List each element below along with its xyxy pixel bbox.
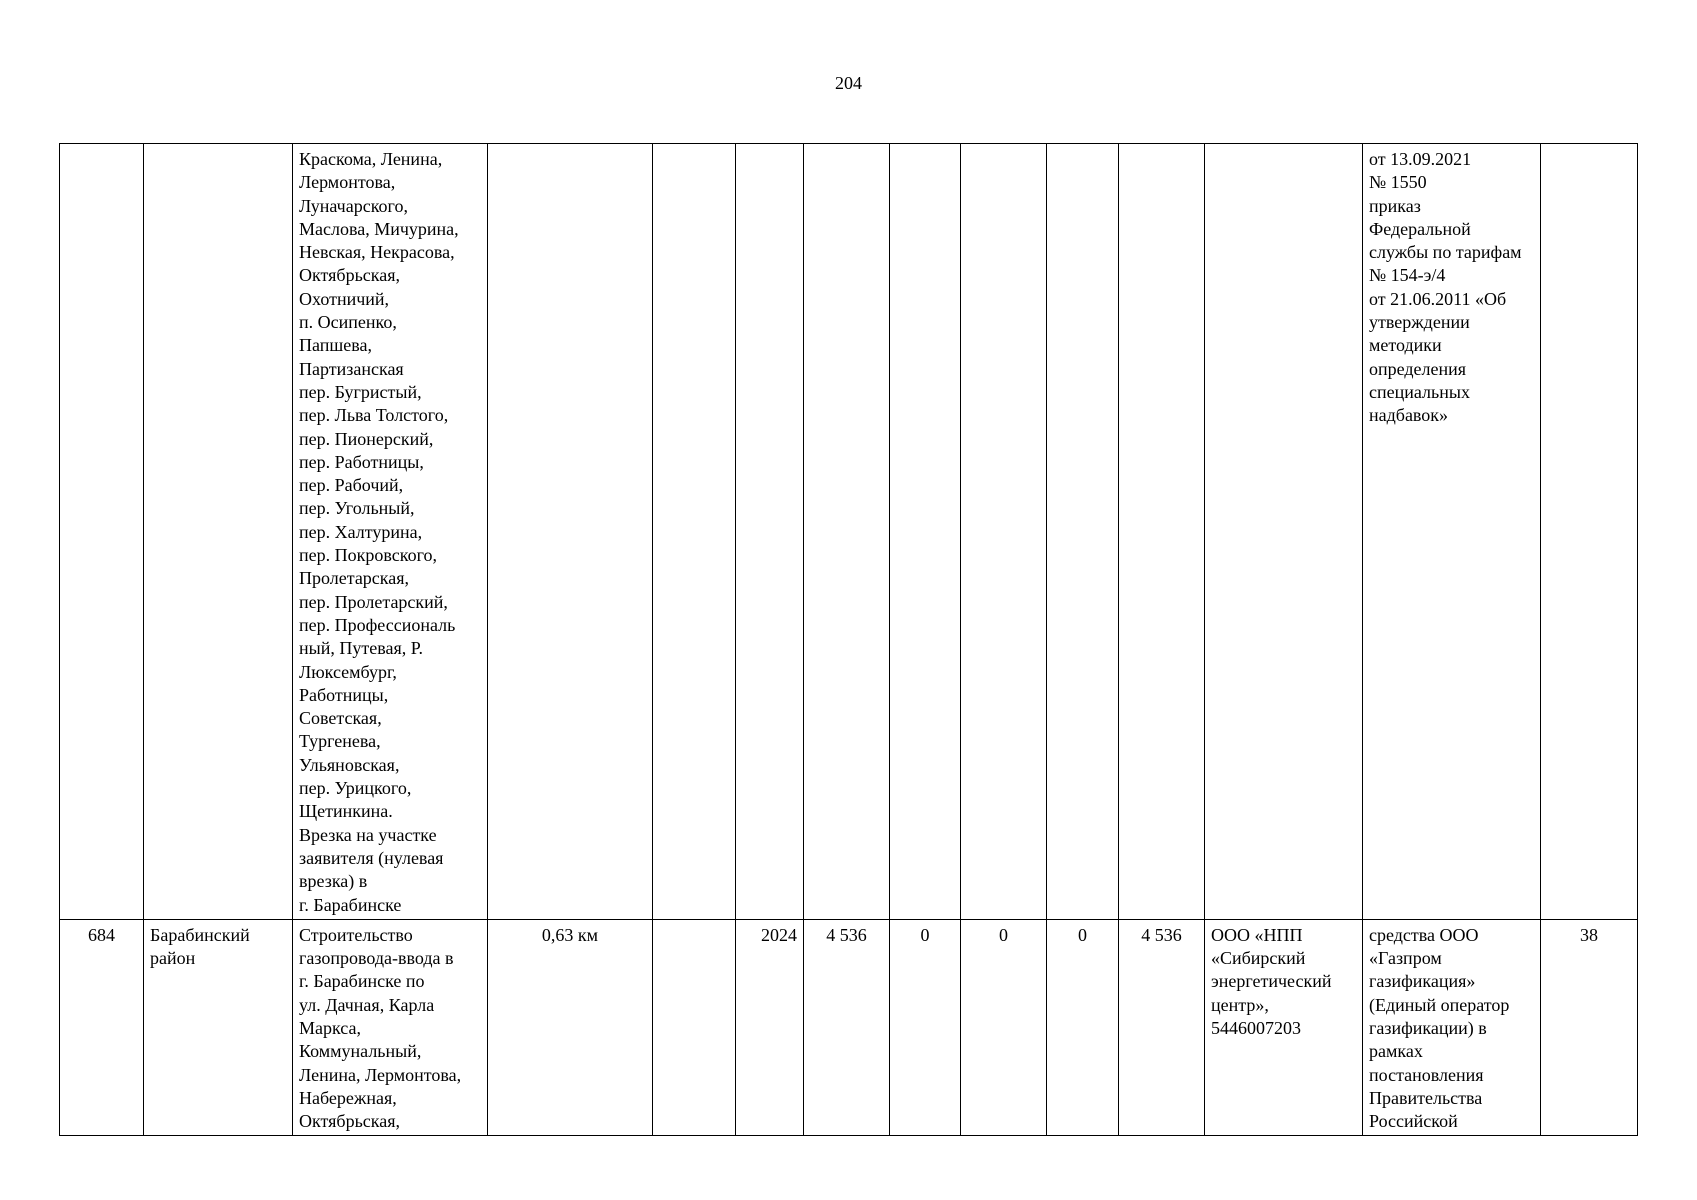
cell-value-3 [1047, 144, 1119, 920]
cell-executor [1205, 144, 1363, 920]
cell-value-2: 0 [961, 919, 1047, 1136]
cell-year [736, 144, 804, 920]
cell-source: средства ООО «Газпром газификация» (Единый оператор газификации) в рамках постановления Правительства Российской [1363, 919, 1541, 1136]
cell-number [60, 144, 144, 920]
cell-value-4 [1119, 144, 1205, 920]
table-row [60, 919, 1638, 1136]
cell-value-1: 0 [890, 919, 961, 1136]
cell-year: 2024 [736, 919, 804, 1136]
cell-executor: ООО «НПП «Сибирский энергетический центр», 5446007203 [1205, 919, 1363, 1136]
cell-source: от 13.09.2021 № 1550 приказ Федеральной службы по тарифам № 154-э/4 от 21.06.2011 «Об утверждении методики определения специальных надбавок» [1363, 144, 1541, 920]
table-row [60, 144, 1638, 920]
cell-col5 [653, 919, 736, 1136]
cell-col5 [653, 144, 736, 920]
page-number: 204 [835, 73, 862, 93]
cell-last: 38 [1541, 919, 1638, 1136]
cell-last [1541, 144, 1638, 920]
cell-description: Строительство газопровода-ввода в г. Барабинске по ул. Дачная, Карла Маркса, Коммунальный, Ленина, Лермонтова, Набережная, Октябрьская, [293, 919, 488, 1136]
cell-total [804, 144, 890, 920]
cell-district: Барабинский район [144, 919, 293, 1136]
cell-total: 4 536 [804, 919, 890, 1136]
cell-value-2 [961, 144, 1047, 920]
cell-length [488, 144, 653, 920]
cell-number: 684 [60, 919, 144, 1136]
cell-district [144, 144, 293, 920]
cell-value-3: 0 [1047, 919, 1119, 1136]
cell-value-1 [890, 144, 961, 920]
cell-value-4: 4 536 [1119, 919, 1205, 1136]
cell-description: Краскома, Ленина, Лермонтова, Луначарского, Маслова, Мичурина, Невская, Некрасова, Октябрьская, Охотничий, п. Осипенко, Папшева, Партизанская пер. Бугристый, пер. Льва Толстого, пер. Пионерский, пер. Работницы, пер. Рабочий, пер. Угольный, пер. Халтурина, пер. Покровского, Пролетарская, пер. Пролетарский, пер. Профессиональ ный, Путевая, Р. Люксембург, Работницы, Советская, Тургенева, Ульяновская, пер. Урицкого, Щетинкина. Врезка на участке заявителя (нулевая врезка) в г. Барабинске [293, 144, 488, 920]
investment-table [59, 143, 1638, 1136]
cell-length: 0,63 км [488, 919, 653, 1136]
